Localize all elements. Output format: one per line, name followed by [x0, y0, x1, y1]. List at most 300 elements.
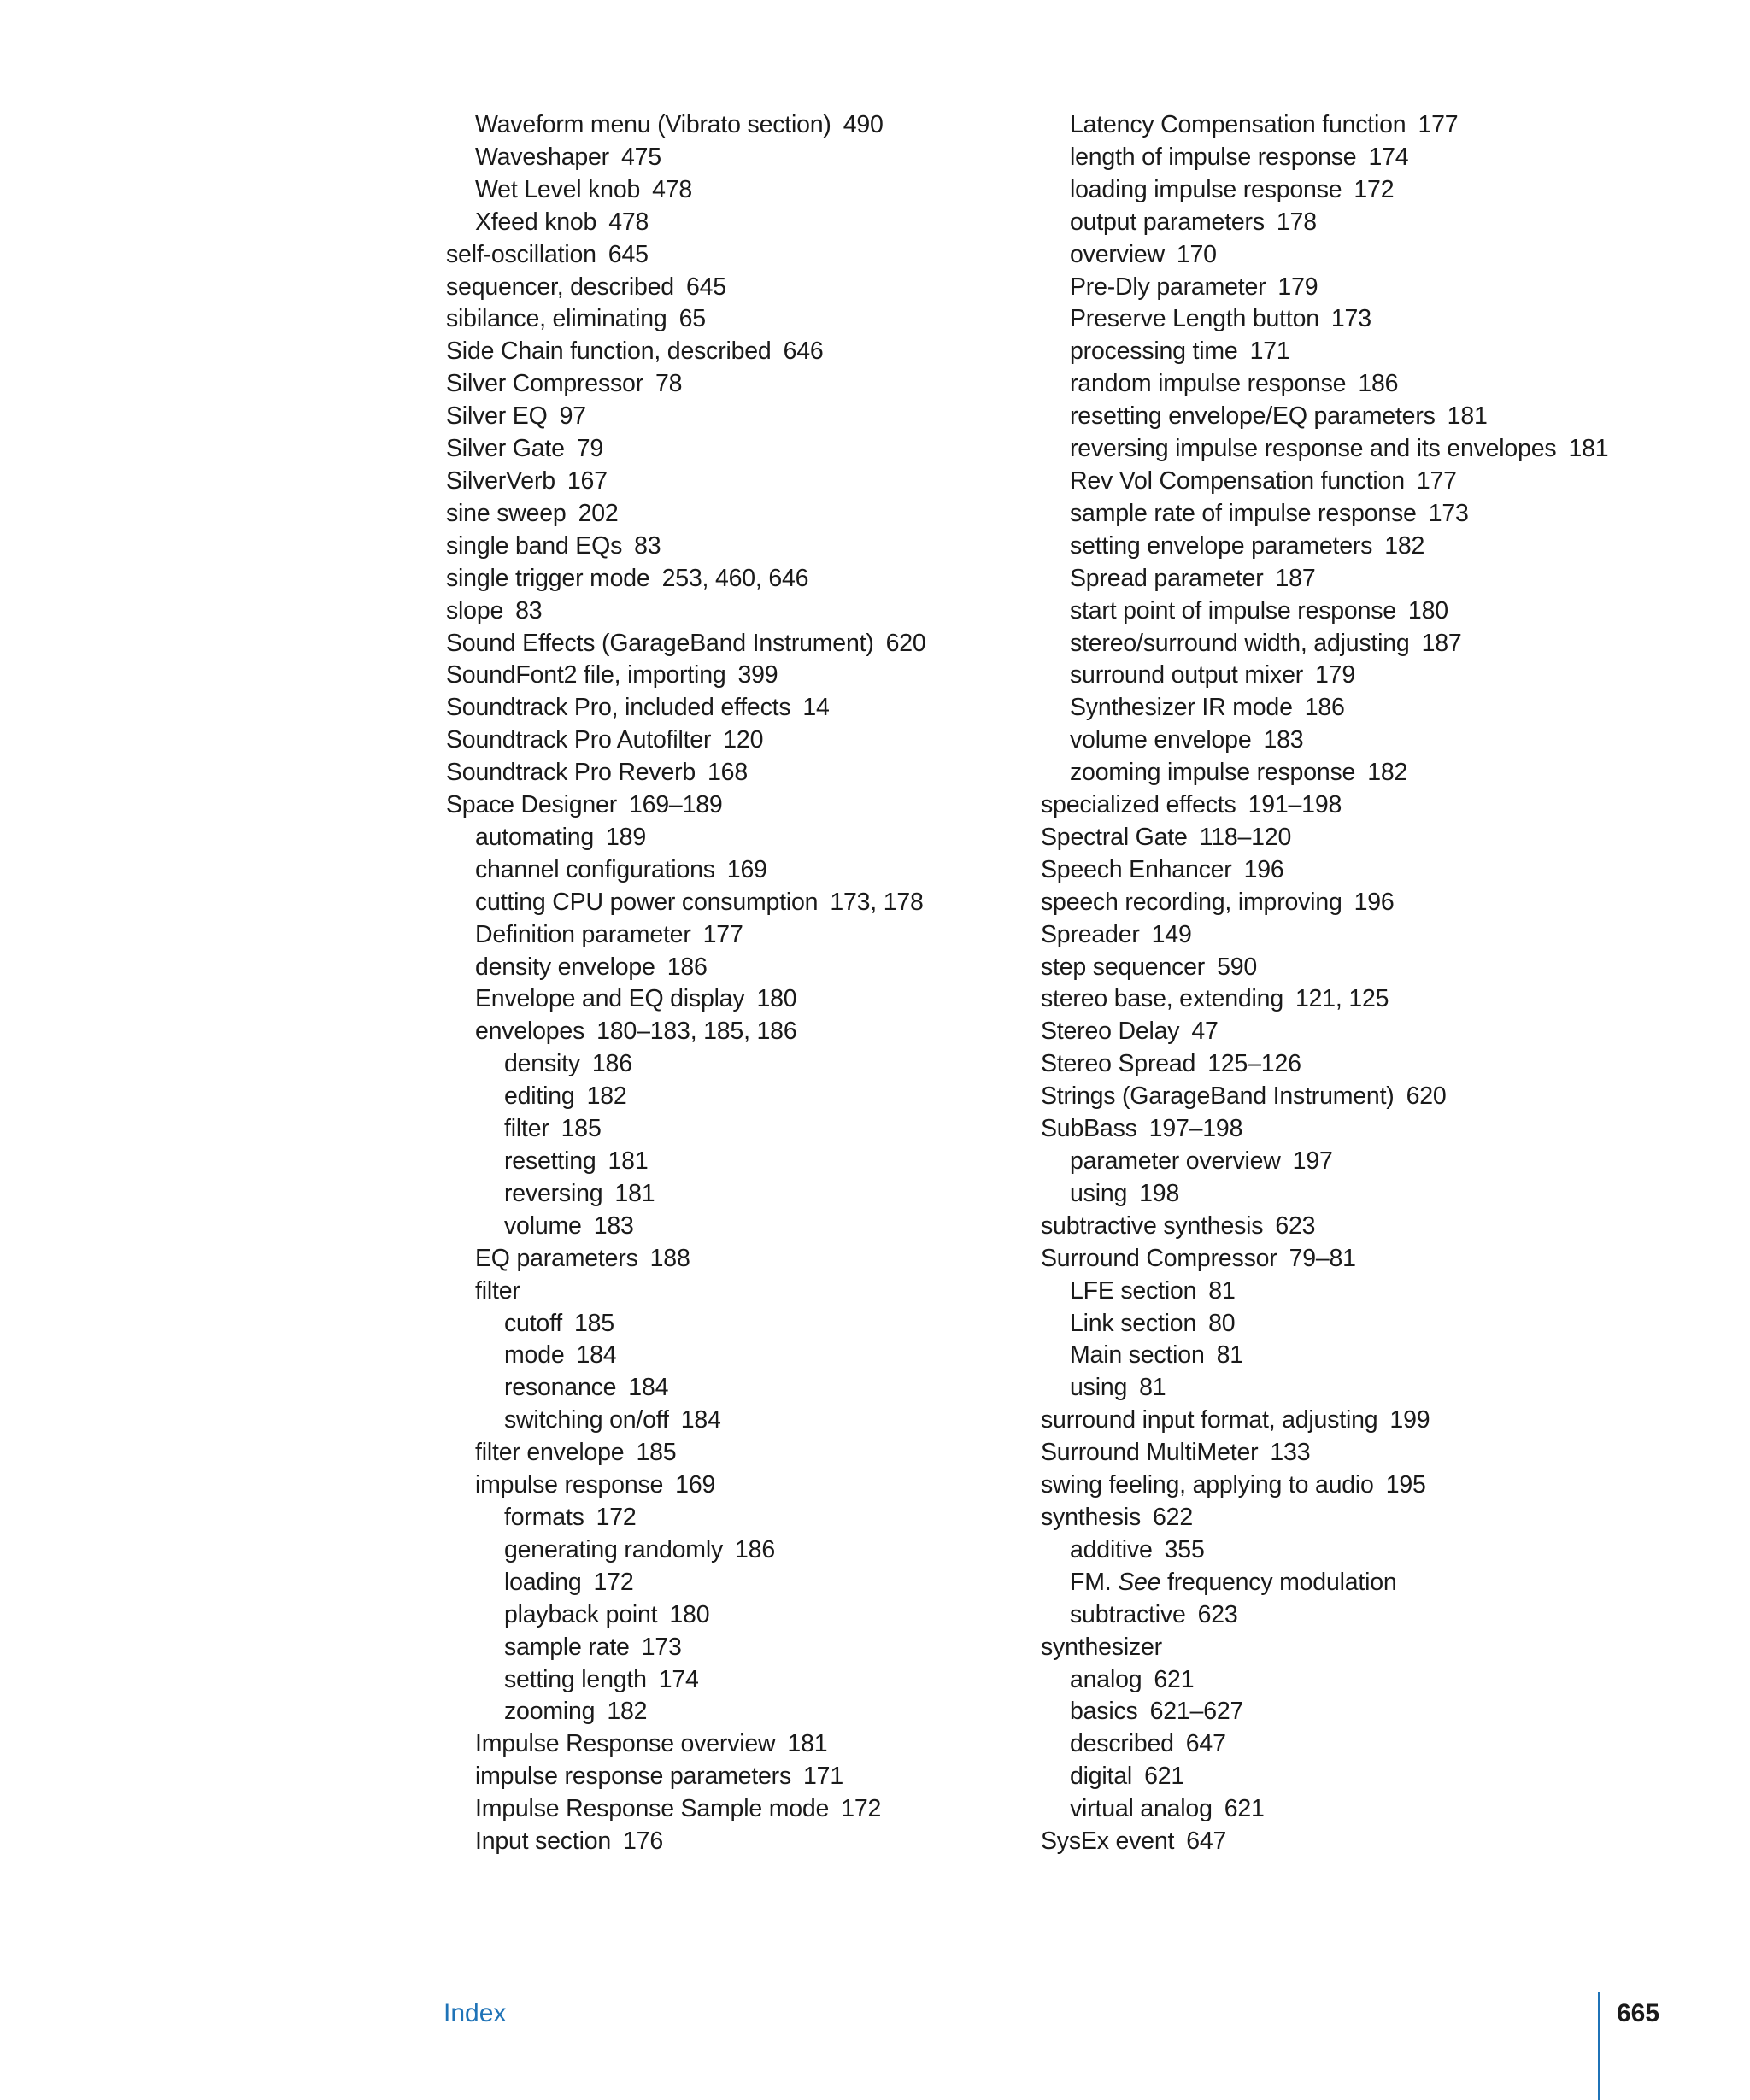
index-entry — [1041, 368, 1639, 401]
index-page-refs: 120 — [723, 726, 764, 754]
index-term: SubBass — [1041, 1115, 1137, 1143]
index-entry — [1041, 595, 1639, 628]
index-page-refs: 621 — [1224, 1795, 1265, 1823]
index-term: sample rate of impulse response — [1070, 499, 1417, 527]
index-term: Synthesizer IR mode — [1070, 694, 1293, 722]
index-entry — [446, 498, 993, 531]
index-term: resetting envelope/EQ parameters — [1070, 402, 1436, 431]
index-term: formats — [504, 1503, 584, 1531]
index-term: SilverVerb — [446, 466, 555, 495]
index-term: using — [1070, 1179, 1128, 1207]
index-page-refs: 645 — [685, 273, 726, 301]
index-entry — [446, 1048, 993, 1081]
index-page-refs: 186 — [667, 953, 708, 981]
index-term: Definition parameter — [475, 920, 691, 948]
index-page-refs: 173 — [1330, 305, 1371, 333]
index-page-refs: 645 — [608, 240, 649, 268]
index-page-refs: 182 — [586, 1082, 627, 1111]
index-entry — [446, 1113, 993, 1146]
index-entry — [1041, 952, 1639, 984]
index-term: Side Chain function, described — [446, 337, 772, 366]
index-entry — [1041, 1793, 1639, 1826]
index-page-refs: 173 — [1428, 499, 1469, 527]
index-entry — [1041, 983, 1639, 1016]
index-term: sample rate — [504, 1633, 630, 1661]
index-page-refs: 81 — [1208, 1276, 1236, 1305]
index-entry — [446, 1534, 993, 1567]
index-page-refs: 181 — [1447, 402, 1488, 431]
index-page-refs: 177 — [702, 920, 743, 948]
index-entry — [446, 692, 993, 724]
index-page-refs: 83 — [515, 596, 543, 625]
index-entry — [1041, 854, 1639, 887]
index-term: impulse response — [475, 1471, 664, 1499]
index-page-refs: 79–81 — [1289, 1244, 1356, 1272]
index-entry — [446, 1761, 993, 1793]
index-term: loading — [504, 1568, 582, 1596]
index-term: Impulse Response overview — [475, 1730, 776, 1758]
index-page-refs: 182 — [607, 1698, 648, 1726]
index-page-refs: 169–189 — [628, 791, 723, 819]
index-page-refs: 182 — [1384, 531, 1425, 560]
index-entry — [1041, 887, 1639, 919]
index-term: loading impulse response — [1070, 175, 1342, 203]
index-page-refs: 623 — [1275, 1211, 1316, 1240]
index-term: subtractive — [1070, 1600, 1186, 1628]
index-entry — [446, 1405, 993, 1437]
index-page-refs: 173, 178 — [830, 888, 924, 916]
index-page-refs: 172 — [841, 1795, 882, 1823]
index-entry — [446, 1276, 993, 1308]
index-term: overview — [1070, 240, 1165, 268]
index-entry — [446, 1502, 993, 1534]
index-page-refs: 181 — [1568, 435, 1609, 463]
index-page-refs: 168 — [708, 759, 748, 787]
index-entry — [446, 887, 993, 919]
footer-section-label: Index — [443, 1999, 507, 2027]
index-term: random impulse response — [1070, 370, 1347, 398]
index-entry — [446, 1632, 993, 1664]
index-term: Impulse Response Sample mode — [475, 1795, 830, 1823]
index-term: density envelope — [475, 953, 655, 981]
index-term: filter — [504, 1115, 549, 1143]
index-page-refs: 199 — [1389, 1406, 1430, 1434]
index-entry — [1041, 1372, 1639, 1405]
index-term: setting length — [504, 1665, 647, 1693]
index-entry — [1041, 1048, 1639, 1081]
index-page-refs: 174 — [658, 1665, 699, 1693]
index-term: Spread parameter — [1070, 564, 1264, 592]
index-page-refs: 180 — [756, 985, 797, 1013]
index-entry — [446, 1308, 993, 1340]
index-entry — [446, 1081, 993, 1113]
index-entry — [1041, 531, 1639, 563]
index-term: slope — [446, 596, 504, 625]
index-entry — [1041, 1664, 1639, 1697]
index-page-refs: 195 — [1385, 1471, 1426, 1499]
index-term: Silver Compressor — [446, 370, 643, 398]
index-entry — [446, 1340, 993, 1372]
index-entry — [446, 628, 993, 660]
index-page-refs: 185 — [574, 1309, 614, 1337]
index-term: sequencer, described — [446, 273, 674, 301]
index-term: Soundtrack Pro, included effects — [446, 694, 791, 722]
index-entry — [1041, 303, 1639, 336]
index-term: parameter overview — [1070, 1147, 1281, 1175]
index-term: synthesis — [1041, 1503, 1142, 1531]
index-page-refs: 121, 125 — [1295, 985, 1389, 1013]
index-entry — [446, 174, 993, 207]
index-entry — [446, 1696, 993, 1728]
index-page-refs: 184 — [680, 1406, 721, 1434]
index-page-refs: 197–198 — [1148, 1115, 1243, 1143]
index-term: sine sweep — [446, 499, 567, 527]
index-term: mode — [504, 1341, 565, 1370]
index-page-refs: 399 — [737, 661, 778, 689]
index-entry — [446, 1469, 993, 1502]
index-term: Speech Enhancer — [1041, 855, 1232, 883]
index-term: Stereo Delay — [1041, 1018, 1180, 1046]
index-term: reversing — [504, 1179, 603, 1207]
index-page-refs: 172 — [1354, 175, 1395, 203]
index-entry — [446, 1243, 993, 1276]
index-entry — [1041, 789, 1639, 822]
index-page-refs: 622 — [1153, 1503, 1193, 1531]
index-term: zooming — [504, 1698, 596, 1726]
index-entry — [1041, 1016, 1639, 1048]
index-entry — [1041, 401, 1639, 433]
index-page-refs: 202 — [578, 499, 619, 527]
index-entry — [1041, 692, 1639, 724]
index-entry — [1041, 1599, 1639, 1632]
index-page-refs: 647 — [1186, 1827, 1227, 1856]
index-entry — [1041, 336, 1639, 368]
index-column-right — [1041, 109, 1639, 1858]
index-page-refs: 180 — [1407, 596, 1448, 625]
index-term: Surround MultiMeter — [1041, 1439, 1259, 1467]
index-term: using — [1070, 1374, 1128, 1402]
index-page-refs: 181 — [608, 1147, 649, 1175]
index-term: processing time — [1070, 337, 1238, 366]
index-page-refs: 621 — [1154, 1665, 1195, 1693]
index-entry — [446, 1016, 993, 1048]
index-entry — [446, 531, 993, 563]
index-entry — [1041, 1761, 1639, 1793]
index-term: cutoff — [504, 1309, 562, 1337]
index-page-refs: 191–198 — [1248, 791, 1342, 819]
index-term: Strings (GarageBand Instrument) — [1041, 1082, 1395, 1111]
index-page-refs: 178 — [1276, 208, 1317, 236]
index-entry — [446, 724, 993, 757]
index-page-refs: 179 — [1315, 661, 1355, 689]
index-page-refs: 14 — [802, 694, 830, 722]
index-term: speech recording, improving — [1041, 888, 1342, 916]
index-entry — [1041, 498, 1639, 531]
index-entry — [446, 336, 993, 368]
index-page-refs: 179 — [1277, 273, 1318, 301]
index-term: Silver Gate — [446, 435, 565, 463]
index-entry — [1041, 1534, 1639, 1567]
index-page-refs: 590 — [1217, 953, 1258, 981]
index-page-refs: 198 — [1139, 1179, 1180, 1207]
index-term: SysEx event — [1041, 1827, 1175, 1856]
index-page-refs: 97 — [559, 402, 586, 431]
index-term: filter — [475, 1276, 520, 1305]
index-page-refs: 185 — [561, 1115, 602, 1143]
index-page-refs: 355 — [1164, 1535, 1205, 1563]
index-term: resonance — [504, 1374, 617, 1402]
index-entry — [1041, 1243, 1639, 1276]
index-page-refs: 80 — [1208, 1309, 1236, 1337]
index-term: setting envelope parameters — [1070, 531, 1373, 560]
index-term: virtual analog — [1070, 1795, 1213, 1823]
index-term: synthesizer — [1041, 1633, 1162, 1661]
index-entry — [446, 1146, 993, 1178]
index-term: start point of impulse response — [1070, 596, 1396, 625]
index-entry — [446, 952, 993, 984]
index-page-refs: 79 — [576, 435, 604, 463]
index-page-refs: 180 — [669, 1600, 710, 1628]
index-page-refs: 180–183, 185, 186 — [596, 1018, 797, 1046]
index-page-refs: 620 — [885, 629, 926, 657]
index-entry — [1041, 207, 1639, 239]
index-entry — [1041, 628, 1639, 660]
index-term: Spectral Gate — [1041, 823, 1188, 851]
index-page-refs: 125–126 — [1207, 1050, 1301, 1078]
index-term: Sound Effects (GarageBand Instrument) — [446, 629, 874, 657]
index-entry — [1041, 1632, 1639, 1664]
index-entry — [1041, 1308, 1639, 1340]
index-entry — [1041, 1081, 1639, 1113]
index-term: Main section — [1070, 1341, 1205, 1370]
index-entry — [446, 1826, 993, 1858]
index-page-refs: 188 — [649, 1244, 690, 1272]
index-term: filter envelope — [475, 1439, 625, 1467]
index-page-refs: 196 — [1243, 855, 1284, 883]
index-term: envelopes — [475, 1018, 585, 1046]
index-entry — [446, 919, 993, 952]
index-term: Silver EQ — [446, 402, 548, 431]
index-page-refs: 173 — [641, 1633, 682, 1661]
index-term: sibilance, eliminating — [446, 305, 667, 333]
index-entry — [446, 822, 993, 854]
index-page-refs: 149 — [1151, 920, 1192, 948]
index-term: single trigger mode — [446, 564, 650, 592]
index-entry — [1041, 1728, 1639, 1761]
index-term: Xfeed knob — [475, 208, 597, 236]
index-term: playback point — [504, 1600, 658, 1628]
index-entry — [446, 563, 993, 595]
index-term: stereo base, extending — [1041, 985, 1283, 1013]
index-term: Spreader — [1041, 920, 1140, 948]
index-term: density — [504, 1050, 580, 1078]
index-page-refs: 646 — [783, 337, 824, 366]
index-entry — [1041, 174, 1639, 207]
index-entry — [446, 303, 993, 336]
page-number: 665 — [1617, 1999, 1660, 2027]
index-entry — [446, 660, 993, 692]
index-term: self-oscillation — [446, 240, 596, 268]
index-term: Waveform menu (Vibrato section) — [475, 111, 831, 138]
index-entry — [446, 1793, 993, 1826]
index-entry — [446, 433, 993, 466]
index-page-refs: 81 — [1139, 1374, 1166, 1402]
index-entry — [1041, 563, 1639, 595]
index-entry — [1041, 1469, 1639, 1502]
index-term: volume — [504, 1211, 582, 1240]
index-entry — [1041, 1340, 1639, 1372]
index-entry — [1041, 1211, 1639, 1243]
index-entry — [1041, 1502, 1639, 1534]
index-page-refs: 184 — [628, 1374, 669, 1402]
index-entry — [446, 1664, 993, 1697]
index-page-refs: 621 — [1144, 1763, 1185, 1791]
index-column-left — [446, 109, 993, 1858]
index-term: basics — [1070, 1698, 1138, 1726]
index-page-refs: 171 — [803, 1763, 843, 1791]
index-term: Link section — [1070, 1309, 1197, 1337]
index-page-refs: 47 — [1191, 1018, 1219, 1046]
index-entry — [1041, 1696, 1639, 1728]
index-page-refs: 490 — [843, 111, 884, 138]
index-page-refs: 253, 460, 646 — [661, 564, 809, 592]
index-page-refs: 183 — [593, 1211, 634, 1240]
index-page-refs: 185 — [636, 1439, 677, 1467]
index-page-refs: 181 — [787, 1730, 828, 1758]
index-page-refs: 187 — [1275, 564, 1316, 592]
index-term: impulse response parameters — [475, 1763, 792, 1791]
index-page-refs: 172 — [593, 1568, 634, 1596]
index-term: SoundFont2 file, importing — [446, 661, 726, 689]
index-page-refs: 183 — [1263, 726, 1304, 754]
index-term: FM. — [1070, 1568, 1112, 1596]
index-page-refs: 623 — [1197, 1600, 1238, 1628]
index-page-refs: 197 — [1292, 1147, 1333, 1175]
index-page-refs: 181 — [614, 1179, 655, 1207]
index-term: reversing impulse response and its envelopes — [1070, 435, 1557, 463]
index-entry — [1041, 1146, 1639, 1178]
index-term: surround input format, adjusting — [1041, 1406, 1378, 1434]
index-term: Space Designer — [446, 791, 617, 819]
index-page-refs: 118–120 — [1199, 823, 1292, 851]
index-term: Stereo Spread — [1041, 1050, 1196, 1078]
index-entry — [1041, 433, 1639, 466]
index-entry — [1041, 919, 1639, 952]
index-entry — [1041, 660, 1639, 692]
index-page-refs: 170 — [1176, 240, 1217, 268]
index-term: resetting — [504, 1147, 596, 1175]
index-entry — [1041, 1276, 1639, 1308]
index-page-refs: 621–627 — [1149, 1698, 1244, 1726]
index-entry — [446, 109, 993, 142]
index-entry — [446, 142, 993, 174]
index-page-refs: 647 — [1185, 1730, 1226, 1758]
index-term: Preserve Length button — [1070, 305, 1319, 333]
index-term: described — [1070, 1730, 1174, 1758]
index-term: generating randomly — [504, 1535, 724, 1563]
index-entry — [446, 1372, 993, 1405]
index-term: analog — [1070, 1665, 1142, 1693]
index-entry — [1041, 1178, 1639, 1211]
index-term: Rev Vol Compensation function — [1070, 466, 1405, 495]
index-page-refs: 65 — [678, 305, 706, 333]
index-page-refs: 177 — [1418, 111, 1459, 138]
see-reference-target: frequency modulation — [1167, 1568, 1397, 1596]
index-page-refs: 78 — [655, 370, 683, 398]
index-entry — [1041, 724, 1639, 757]
index-term: Wet Level knob — [475, 175, 641, 203]
index-term: Envelope and EQ display — [475, 985, 745, 1013]
index-term: Surround Compressor — [1041, 1244, 1277, 1272]
index-entry — [446, 272, 993, 304]
index-page-refs: 177 — [1416, 466, 1457, 495]
index-entry — [446, 207, 993, 239]
index-term: volume envelope — [1070, 726, 1252, 754]
index-entry — [446, 368, 993, 401]
index-entry — [446, 595, 993, 628]
index-entry — [1041, 466, 1639, 498]
index-entry — [446, 1599, 993, 1632]
index-term: LFE section — [1070, 1276, 1197, 1305]
index-term: Latency Compensation function — [1070, 111, 1406, 138]
index-term: Soundtrack Pro Reverb — [446, 759, 696, 787]
index-term: zooming impulse response — [1070, 759, 1356, 787]
index-entry — [446, 1211, 993, 1243]
index-term: Waveshaper — [475, 143, 609, 171]
index-term: cutting CPU power consumption — [475, 888, 819, 916]
index-entry — [1041, 1405, 1639, 1437]
index-entry — [446, 466, 993, 498]
index-term: additive — [1070, 1535, 1153, 1563]
index-entry — [446, 757, 993, 789]
index-term: editing — [504, 1082, 575, 1111]
index-term: surround output mixer — [1070, 661, 1304, 689]
index-page-refs: 475 — [620, 143, 661, 171]
index-term: output parameters — [1070, 208, 1265, 236]
index-entry — [446, 1178, 993, 1211]
index-entry — [1041, 1437, 1639, 1469]
index-entry — [1041, 1113, 1639, 1146]
index-page-refs: 169 — [726, 855, 767, 883]
index-page-refs: 186 — [735, 1535, 775, 1563]
index-entry — [1041, 822, 1639, 854]
index-page-refs: 189 — [606, 823, 646, 851]
index-page-refs: 182 — [1367, 759, 1408, 787]
index-entry — [446, 1728, 993, 1761]
index-term: automating — [475, 823, 595, 851]
index-page-refs: 187 — [1421, 629, 1462, 657]
index-entry — [446, 789, 993, 822]
index-term: subtractive synthesis — [1041, 1211, 1264, 1240]
index-entry — [446, 401, 993, 433]
index-term: channel configurations — [475, 855, 715, 883]
index-term: stereo/surround width, adjusting — [1070, 629, 1410, 657]
index-page-refs: 174 — [1368, 143, 1409, 171]
footer-divider — [1598, 1992, 1600, 2100]
index-term: step sequencer — [1041, 953, 1206, 981]
index-page-refs: 186 — [591, 1050, 632, 1078]
index-page-refs: 478 — [608, 208, 649, 236]
index-term: Input section — [475, 1827, 612, 1856]
index-page-refs: 186 — [1358, 370, 1399, 398]
index-term: EQ parameters — [475, 1244, 638, 1272]
index-entry — [1041, 1826, 1639, 1858]
index-term: switching on/off — [504, 1406, 669, 1434]
index-entry — [446, 854, 993, 887]
index-page-refs: 171 — [1249, 337, 1290, 366]
index-entry — [446, 1567, 993, 1599]
index-page-refs: 184 — [576, 1341, 617, 1370]
